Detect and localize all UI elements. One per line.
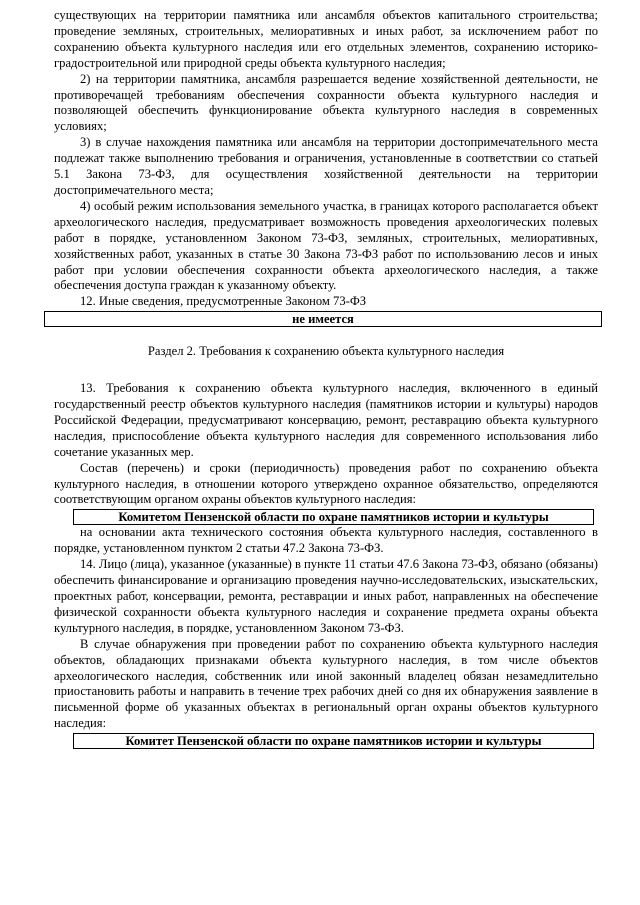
paragraph-item-4: 4) особый режим использования земельного участка, в границах которого располагается объект археологического наследия, предусматривает возможность проведения археологических полевых работ в порядке, установленном Законом 73-ФЗ, земляных, строительных, мелиоративных, хозяйственных работ, указанных в статье 30 Закона 73-ФЗ работ по использованию лесов и иных работ при условии обеспечения сохранности объекта археологического наследия, а также обеспечения доступа граждан к указанному объекту. bbox=[54, 198, 598, 293]
item-12-value-box: не имеется bbox=[44, 311, 602, 327]
paragraph-continuation: существующих на территории памятника или ансамбля объектов капитального строительства; проведение земляных, строительных, мелиоративных и иных работ, за исключением работ по сохранению объекта культурного наследия или его отдельных элементов, сохранению историко-градостроительной или природной среды объекта культурного наследия; bbox=[54, 8, 598, 70]
item-14-text: 14. Лицо (лица), указанное (указанные) в пункте 11 статьи 47.6 Закона 73-ФЗ, обязано (обязаны) обеспечить финансирование и организацию проведения научно-исследовательских, изыскательских, проектных работ, консервации, ремонта, реставрации и иных работ, направленных на обеспечение физической сохранности объекта культурного наследия и сохранение предмета охраны объекта культурного наследия, в порядке, установленном Законом 73-ФЗ. bbox=[54, 557, 598, 635]
item-13-basis: на основании акта технического состояния объекта культурного наследия, составленного в порядке, установленном пунктом 2 статьи 47.2 Закона 73-ФЗ. bbox=[54, 525, 598, 556]
item-13-text: 13. Требования к сохранению объекта культурного наследия, включенного в единый государственный реестр объектов культурного наследия (памятников истории и культуры) народов Российской Федерации, предусматривают консервацию, ремонт, реставрацию объекта культурного наследия, приспособление объекта культурного наследия для современного использования либо сочетание указанных мер. bbox=[54, 381, 598, 459]
item-12-label: 12. Иные сведения, предусмотренные Законом 73-ФЗ bbox=[80, 294, 367, 309]
item-13-composition: Состав (перечень) и сроки (периодичность) проведения работ по сохранению объекта культурного наследия, в отношении которого утверждено охранное обязательство, определяются соответствующим органом охраны объектов культурного наследия: bbox=[54, 460, 598, 507]
document-page bbox=[54, 8, 598, 749]
paragraph-item-3: 3) в случае нахождения памятника или ансамбля на территории достопримечательного места подлежат также выполнению требования и ограничения, установленные в соответствии со статьей 5.1 Закона 73-ФЗ, для осуществления хозяйственной деятельности на территории достопримечательного места; bbox=[54, 135, 598, 197]
section-2-title: Раздел 2. Требования к сохранению объекта культурного наследия bbox=[147, 344, 505, 359]
item-13-authority-box: Комитетом Пензенской области по охране памятников истории и культуры bbox=[73, 509, 594, 525]
item-14-authority-box: Комитет Пензенской области по охране памятников истории и культуры bbox=[73, 733, 594, 749]
item-14-discovery: В случае обнаружения при проведении работ по сохранению объекта культурного наследия объектов, обладающих признаками объекта культурного наследия, в том числе объектов археологического наследия, собственник или иной законный владелец обязан незамедлительно приостановить работы и направить в течение трех рабочих дней со дня их обнаружения заявление в письменной форме об указанных объектах в региональный орган охраны объектов культурного наследия: bbox=[54, 636, 598, 731]
paragraph-item-2: 2) на территории памятника, ансамбля разрешается ведение хозяйственной деятельности, не противоречащей требованиям обеспечения сохранности объекта культурного наследия и позволяющей обеспечить функционирование объекта культурного наследия в современных условиях; bbox=[54, 71, 598, 134]
